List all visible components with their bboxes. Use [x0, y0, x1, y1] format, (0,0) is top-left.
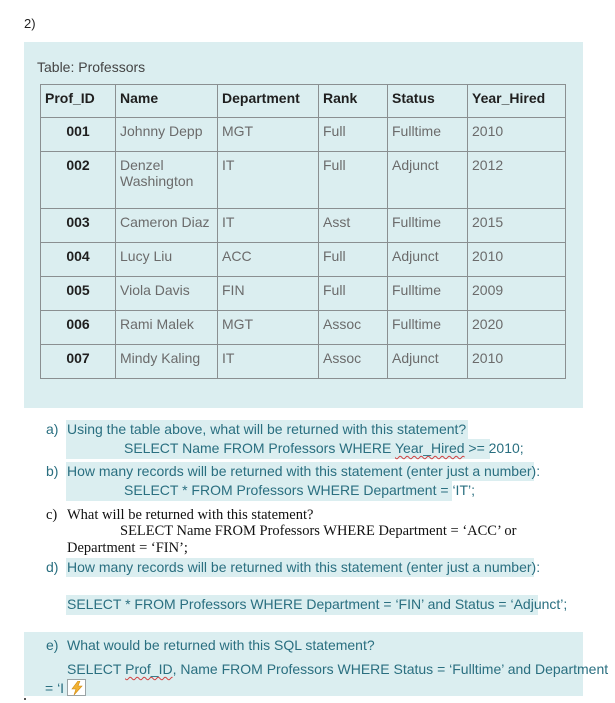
cell-rank: Asst [319, 209, 388, 243]
header-department: Department [218, 85, 319, 118]
question-e-sql-line2: = ‘I [45, 680, 65, 696]
question-e-sql-pre: SELECT [67, 661, 126, 677]
question-c-sql-line1: SELECT Name FROM Professors WHERE Department = ‘ACC’ or [120, 523, 517, 539]
cell-year-hired: 2010 [468, 345, 566, 379]
cell-status: Fulltime [388, 311, 468, 345]
cell-prof-id: 006 [41, 311, 116, 345]
header-prof-id: Prof_ID [41, 85, 116, 118]
table-row [41, 118, 566, 152]
table-panel [24, 42, 583, 408]
cell-department: FIN [218, 277, 319, 311]
cell-prof-id: 004 [41, 243, 116, 277]
table-row [41, 152, 566, 209]
cell-department: IT [218, 152, 319, 209]
cell-prof-id: 003 [41, 209, 116, 243]
professors-table [40, 84, 566, 379]
cell-name: Rami Malek [116, 311, 218, 345]
question-e-text: What would be returned with this SQL statement? [67, 637, 375, 653]
cell-rank: Full [319, 277, 388, 311]
cell-name: Johnny Depp [116, 118, 218, 152]
header-year-hired: Year_Hired [468, 85, 566, 118]
question-a-sql-post: >= 2010; [464, 440, 524, 456]
question-d-sql: SELECT * FROM Professors WHERE Department = ‘FIN’ and Status = ‘Adjunct’; [67, 596, 568, 612]
question-b-sql: SELECT * FROM Professors WHERE Department = ‘IT’; [124, 482, 475, 498]
table-row [41, 277, 566, 311]
cell-year-hired: 2020 [468, 311, 566, 345]
cell-prof-id: 002 [41, 152, 116, 209]
question-d-label: d) [46, 559, 59, 575]
question-a-text: Using the table above, what will be returned with this statement? [67, 421, 467, 437]
question-b-label: b) [46, 463, 59, 479]
cell-rank: Assoc [319, 345, 388, 379]
cell-year-hired: 2010 [468, 243, 566, 277]
cell-rank: Full [319, 152, 388, 209]
question-e-sql [67, 661, 608, 677]
question-c-text: What will be returned with this statement? [67, 507, 314, 523]
question-a-sql-pre: SELECT Name FROM Professors WHERE [124, 440, 395, 456]
lightning-icon [71, 681, 83, 695]
table-row [41, 311, 566, 345]
cell-year-hired: 2010 [468, 118, 566, 152]
cell-prof-id: 007 [41, 345, 116, 379]
question-number: 2) [24, 16, 36, 31]
question-e-label: e) [46, 637, 59, 653]
cell-status: Adjunct [388, 243, 468, 277]
header-name: Name [116, 85, 218, 118]
cell-status: Fulltime [388, 209, 468, 243]
question-e-sql-post: , Name FROM Professors WHERE Status = ‘Fulltime’ and Department [172, 661, 609, 677]
question-a-label: a) [46, 421, 59, 437]
table-row [41, 345, 566, 379]
cell-name: Mindy Kaling [116, 345, 218, 379]
question-c-sql-line2: Department = ‘FIN’; [67, 540, 188, 556]
question-c-label: c) [46, 507, 58, 523]
cell-department: ACC [218, 243, 319, 277]
cell-status: Adjunct [388, 345, 468, 379]
question-d-text: How many records will be returned with this statement (enter just a number): [67, 559, 541, 575]
question-a-sql-spellcheck: Year_Hired [394, 440, 465, 456]
cell-year-hired: 2012 [468, 152, 566, 209]
question-b-text: How many records will be returned with this statement (enter just a number): [67, 463, 541, 479]
cell-status: Fulltime [388, 277, 468, 311]
header-rank: Rank [319, 85, 388, 118]
table-row [41, 243, 566, 277]
header-status: Status [388, 85, 468, 118]
cell-department: IT [218, 209, 319, 243]
cell-year-hired: 2015 [468, 209, 566, 243]
cell-status: Adjunct [388, 152, 468, 209]
cell-status: Fulltime [388, 118, 468, 152]
question-a-sql [124, 440, 524, 456]
cell-name: Viola Davis [116, 277, 218, 311]
cell-department: MGT [218, 311, 319, 345]
table-row [41, 209, 566, 243]
cell-name: Denzel Washington [116, 152, 218, 209]
cell-year-hired: 2009 [468, 277, 566, 311]
cell-name: Cameron Diaz [116, 209, 218, 243]
stray-dot [24, 698, 26, 700]
table-caption: Table: Professors [37, 59, 146, 75]
cell-name: Lucy Liu [116, 243, 218, 277]
cell-rank: Full [319, 118, 388, 152]
cell-department: IT [218, 345, 319, 379]
question-e-sql-spellcheck: Prof_ID [125, 661, 173, 677]
quick-action-button[interactable] [67, 679, 86, 696]
table-header-row [41, 85, 566, 118]
cell-department: MGT [218, 118, 319, 152]
cell-prof-id: 001 [41, 118, 116, 152]
cell-prof-id: 005 [41, 277, 116, 311]
cell-rank: Full [319, 243, 388, 277]
cell-rank: Assoc [319, 311, 388, 345]
